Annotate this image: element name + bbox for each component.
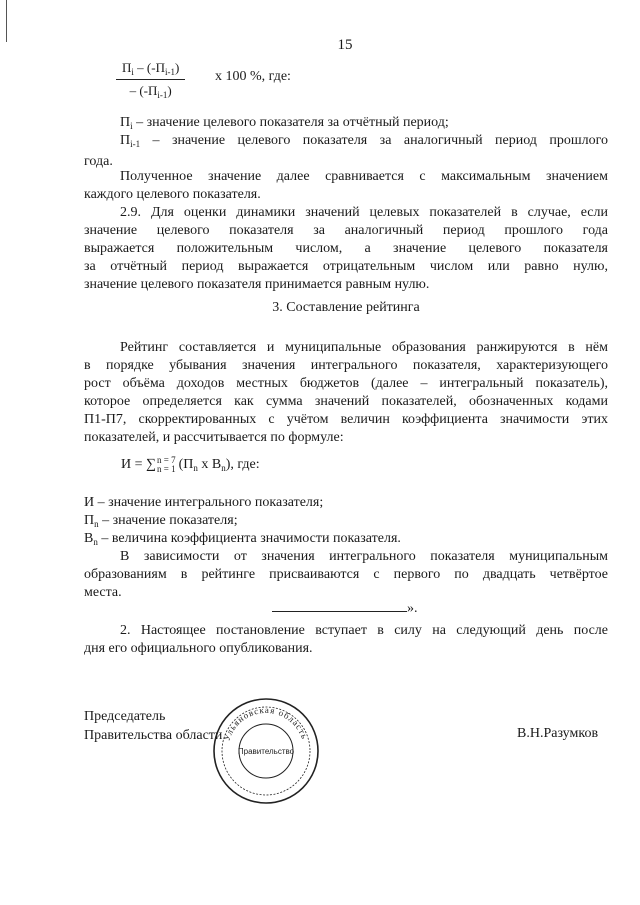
sum-limits: n = 7 n = 1 (157, 455, 176, 474)
ratio-formula (116, 60, 185, 100)
official-seal-stamp (210, 695, 322, 807)
paragraph-rating: Рейтинг составляется и муниципальные образования ранжируются в нём в порядке убывания значения интегрального показателя, характеризующего рост объёма доходов местных бюджетов (далее – интегральный показатель), которое определяется как сумма значений показателей, обозначенных кодами П1-П7, скорректированных с учётом величин коэффициента значимости этих показателей, и рассчитывается по формуле: (84, 340, 608, 445)
definition-current: $П_i$ – значение целевого показателя за отчётный период; (120, 115, 449, 131)
blank-underline (272, 597, 407, 612)
integral-formula: И = ∑n = 7 n = 1 ($П_n$ x $В_n$), где: (121, 455, 260, 474)
formula-multiplier: x 100 %, где: (215, 69, 291, 84)
var-def-integral: И – значение интегрального показателя; (84, 495, 324, 510)
definition-previous: $П_{i-1}$ – значение целевого показателя за аналогичный период прошлого года. (84, 133, 608, 169)
paragraph-obtained-value: Полученное значение далее сравнивается с максимальным значением каждого целевого показателя. (84, 169, 608, 202)
seal-center-text: Правительство (237, 747, 295, 756)
var-def-coefficient: $В_n$ – величина коэффициента значимости показателя. (84, 531, 401, 547)
closing-quote-line: ». (272, 597, 418, 617)
scan-edge-line (6, 0, 7, 42)
signatory-name: В.Н.Разумков (517, 726, 599, 741)
seal-ring-text: Ульяновская область (221, 704, 311, 743)
section-heading: 3. Составление рейтинга (272, 300, 420, 315)
paragraph-places: В зависимости от значения интегрального показателя муниципальным образованиям в рейтинге присваиваются с первого по двадцать четвёртое места. (84, 549, 608, 600)
formula-denominator: – $(-П_{i-1})$ (129, 83, 172, 100)
paragraph-effective-date: 2. Настоящее постановление вступает в силу на следующий день после дня его официального опубликования. (84, 623, 608, 656)
signatory-title: Председатель Правительства области (84, 709, 223, 743)
formula-numerator: $П_i - (-П_{i-1})$ (116, 60, 185, 80)
page-number: 15 (337, 37, 353, 53)
paragraph-2-9: 2.9. Для оценки динамики значений целевых показателей в случае, если значение целевого показателя за аналогичный период прошлого года выражается положительным числом, а значение целевого показателя за отчётный период выражается отрицательным числом или равно нулю, значение целевого показателя принимается равным нулю. (84, 205, 608, 292)
var-def-indicator: $П_n$ – значение показателя; (84, 513, 238, 529)
